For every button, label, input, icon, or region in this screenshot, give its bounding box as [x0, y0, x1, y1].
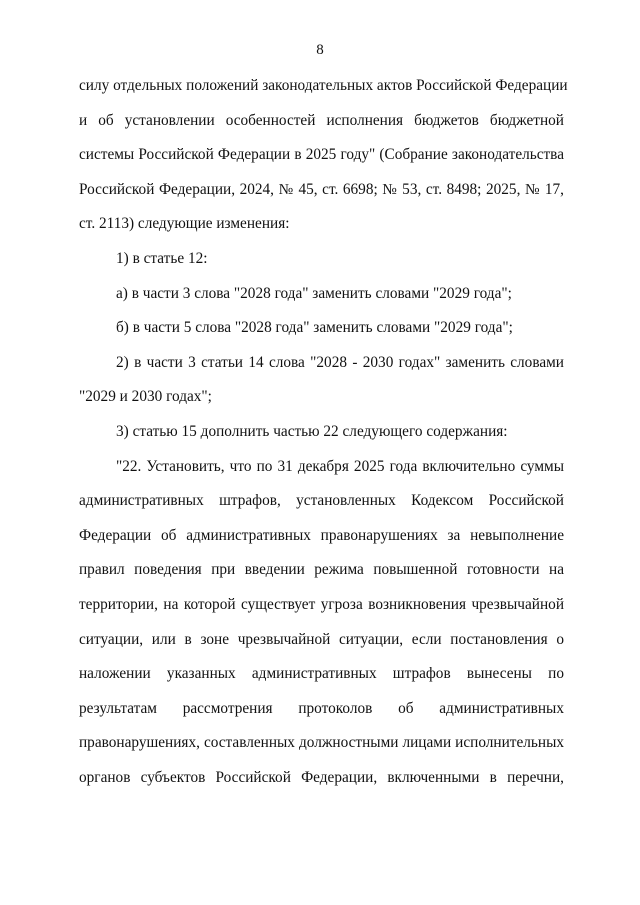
text-line: "2029 и 2030 годах";	[79, 388, 212, 406]
text-line: правонарушениях, составленных должностными лицами исполнительных	[79, 734, 564, 752]
text-line: ситуации, или в зоне чрезвычайной ситуации, если постановления о	[79, 630, 564, 648]
text-line: Российской Федерации, 2024, № 45, ст. 6698; № 53, ст. 8498; 2025, № 17,	[79, 180, 564, 198]
text-line: а) в части 3 слова "2028 года" заменить словами "2029 года";	[116, 284, 512, 302]
text-line: 3) статью 15 дополнить частью 22 следующего содержания:	[116, 422, 508, 440]
text-line: и об установлении особенностей исполнения бюджетов бюджетной	[79, 111, 564, 129]
text-line: 1) в статье 12:	[116, 249, 208, 267]
text-line: органов субъектов Российской Федерации, включенными в перечни,	[79, 768, 564, 786]
text-line: системы Российской Федерации в 2025 году" (Собрание законодательства	[79, 146, 564, 164]
text-line: наложении указанных административных штрафов вынесены по	[79, 665, 564, 683]
text-line: правил поведения при введении режима повышенной готовности на	[79, 561, 564, 579]
text-line: б) в части 5 слова "2028 года" заменить словами "2029 года";	[116, 319, 513, 337]
text-line: ст. 2113) следующие изменения:	[79, 215, 290, 233]
text-line: результатам рассмотрения протоколов об административных	[79, 699, 564, 717]
text-line: "22. Установить, что по 31 декабря 2025 года включительно суммы	[116, 457, 564, 475]
text-line: Федерации об административных правонарушениях за невыполнение	[79, 526, 564, 544]
text-line: административных штрафов, установленных Кодексом Российской	[79, 492, 564, 510]
page-number: 8	[316, 42, 324, 58]
document-body	[79, 74, 568, 800]
text-line: силу отдельных положений законодательных актов Российской Федерации	[79, 77, 568, 94]
text-line: 2) в части 3 статьи 14 слова "2028 - 2030 годах" заменить словами	[116, 353, 564, 371]
text-line: территории, на которой существует угроза возникновения чрезвычайной	[79, 595, 564, 613]
